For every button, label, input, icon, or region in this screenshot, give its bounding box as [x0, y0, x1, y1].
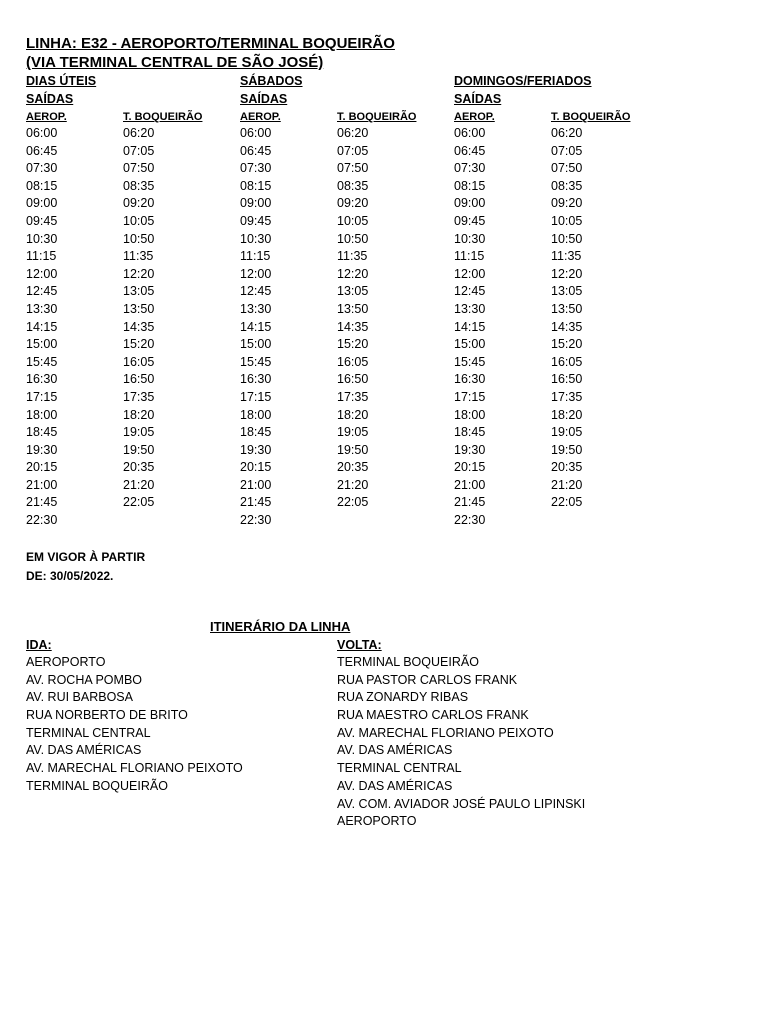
departure-time: 16:50 — [337, 372, 369, 387]
departure-time: 22:05 — [123, 495, 155, 510]
departure-time: 13:30 — [454, 301, 486, 316]
sunday-aerop-header: AEROP. — [454, 111, 495, 123]
departure-time: 11:15 — [26, 249, 57, 264]
departure-time: 12:20 — [123, 266, 155, 281]
route-stop: AV. RUI BARBOSA — [26, 690, 133, 705]
departure-time: 16:30 — [454, 372, 486, 387]
departure-time: 14:35 — [551, 319, 583, 334]
departure-time: 14:15 — [240, 319, 272, 334]
route-stop: AV. MARECHAL FLORIANO PEIXOTO — [337, 725, 554, 740]
departure-time: 14:15 — [26, 319, 58, 334]
departure-time: 13:50 — [337, 301, 369, 316]
departure-time: 09:00 — [240, 196, 272, 211]
departure-time: 06:45 — [240, 143, 272, 158]
departure-time: 13:05 — [551, 284, 583, 299]
ida-route — [26, 654, 243, 796]
departure-time: 19:50 — [123, 442, 155, 457]
departure-time: 12:20 — [551, 266, 583, 281]
departure-time: 18:20 — [337, 407, 369, 422]
route-stop: TERMINAL BOQUEIRÃO — [337, 655, 479, 669]
validity-line-2: DE: 30/05/2022. — [26, 569, 114, 583]
departure-time: 10:05 — [123, 213, 155, 228]
route-stop: RUA NORBERTO DE BRITO — [26, 708, 188, 723]
weekday-aerop-header: AEROP. — [26, 111, 67, 123]
departure-time: 06:00 — [26, 126, 58, 140]
departure-time: 12:45 — [454, 284, 486, 299]
departure-time: 09:20 — [551, 196, 583, 211]
departure-time: 20:15 — [454, 460, 486, 475]
departure-time: 16:50 — [123, 372, 155, 387]
sunday-term-times — [551, 125, 646, 512]
departure-time: 19:05 — [123, 425, 155, 440]
departure-time: 20:35 — [123, 460, 155, 475]
departure-time: 21:00 — [26, 477, 58, 492]
volta-route — [337, 654, 585, 831]
departure-time: 06:20 — [337, 126, 369, 140]
route-stop: RUA PASTOR CARLOS FRANK — [337, 672, 518, 687]
departure-time: 12:45 — [240, 284, 272, 299]
departure-time: 09:20 — [123, 196, 155, 211]
departure-time: 12:20 — [337, 266, 369, 281]
departure-time: 11:35 — [123, 249, 154, 264]
departure-time: 07:30 — [240, 161, 272, 176]
departure-time: 08:35 — [123, 178, 155, 193]
departure-time: 16:05 — [551, 354, 583, 369]
saturday-aerop-header: AEROP. — [240, 111, 281, 123]
departure-time: 08:15 — [26, 178, 58, 193]
weekday-label: DIAS ÚTEIS — [26, 74, 97, 88]
departure-time: 12:45 — [26, 284, 58, 299]
departure-time: 16:30 — [26, 372, 58, 387]
departure-time: 10:50 — [337, 231, 369, 246]
departure-time: 12:00 — [26, 266, 58, 281]
departure-time: 07:30 — [454, 161, 486, 176]
route-stop: AEROPORTO — [26, 655, 106, 669]
saturday-term-times — [337, 125, 432, 512]
departure-time: 14:35 — [337, 319, 369, 334]
sunday-saidas-label: SAÍDAS — [454, 92, 502, 106]
departure-time: 17:15 — [454, 389, 486, 404]
validity-line-1: EM VIGOR À PARTIR — [26, 550, 146, 564]
departure-time: 15:00 — [454, 337, 486, 352]
departure-time: 15:45 — [26, 354, 58, 369]
departure-time: 06:45 — [26, 143, 58, 158]
departure-time: 07:50 — [551, 161, 583, 176]
departure-time: 19:30 — [454, 442, 486, 457]
departure-time: 07:05 — [123, 143, 155, 158]
departure-time: 18:45 — [26, 425, 58, 440]
departure-time: 21:20 — [123, 477, 155, 492]
departure-time: 08:15 — [454, 178, 486, 193]
departure-time: 20:35 — [551, 460, 583, 475]
departure-time: 06:45 — [454, 143, 486, 158]
departure-time: 07:05 — [337, 143, 369, 158]
departure-time: 17:15 — [26, 389, 58, 404]
departure-time: 17:35 — [337, 389, 369, 404]
route-stop: RUA MAESTRO CARLOS FRANK — [337, 708, 529, 723]
departure-time: 10:30 — [240, 231, 272, 246]
departure-time: 11:35 — [337, 249, 368, 264]
sunday-holiday-label: DOMINGOS/FERIADOS — [454, 74, 592, 88]
departure-time: 09:45 — [26, 213, 58, 228]
departure-time: 21:45 — [26, 495, 58, 510]
departure-time: 10:05 — [337, 213, 369, 228]
departure-time: 10:05 — [551, 213, 583, 228]
departure-time: 08:35 — [551, 178, 583, 193]
departure-time: 06:00 — [240, 126, 272, 140]
departure-time: 11:35 — [551, 249, 582, 264]
departure-time: 21:20 — [551, 477, 583, 492]
departure-time: 18:20 — [123, 407, 155, 422]
departure-time: 21:20 — [337, 477, 369, 492]
departure-time: 19:05 — [337, 425, 369, 440]
departure-time: 17:35 — [123, 389, 155, 404]
weekday-term-times — [123, 125, 218, 512]
departure-time: 13:05 — [123, 284, 155, 299]
route-stop: AEROPORTO — [337, 814, 417, 829]
departure-time: 21:00 — [240, 477, 272, 492]
departure-time: 22:30 — [26, 513, 58, 528]
departure-time: 19:50 — [337, 442, 369, 457]
departure-time: 07:30 — [26, 161, 58, 176]
departure-time: 08:35 — [337, 178, 369, 193]
route-stop: AV. MARECHAL FLORIANO PEIXOTO — [26, 761, 243, 776]
sunday-aerop-times — [454, 125, 549, 530]
weekday-term-header: T. BOQUEIRÃO — [123, 111, 203, 123]
itinerary-title: ITINERÁRIO DA LINHA — [210, 619, 351, 634]
departure-time: 15:20 — [337, 337, 369, 352]
departure-time: 12:00 — [240, 266, 272, 281]
line-title: LINHA: E32 - AEROPORTO/TERMINAL BOQUEIRÃO — [26, 35, 395, 52]
saturday-label: SÁBADOS — [240, 74, 303, 88]
departure-time: 22:30 — [454, 513, 486, 528]
departure-time: 20:35 — [337, 460, 369, 475]
departure-time: 15:20 — [123, 337, 155, 352]
saturday-saidas-label: SAÍDAS — [240, 92, 288, 106]
departure-time: 16:05 — [337, 354, 369, 369]
departure-time: 12:00 — [454, 266, 486, 281]
departure-time: 07:50 — [123, 161, 155, 176]
route-stop: AV. ROCHA POMBO — [26, 672, 143, 687]
departure-time: 15:45 — [240, 354, 272, 369]
departure-time: 13:50 — [123, 301, 155, 316]
weekday-saidas-label: SAÍDAS — [26, 92, 74, 106]
departure-time: 21:00 — [454, 477, 486, 492]
departure-time: 14:35 — [123, 319, 155, 334]
departure-time: 13:30 — [240, 301, 272, 316]
route-stop: TERMINAL CENTRAL — [26, 725, 151, 740]
departure-time: 18:00 — [240, 407, 272, 422]
departure-time: 15:00 — [240, 337, 272, 352]
saturday-aerop-times — [240, 125, 335, 530]
departure-time: 21:45 — [240, 495, 272, 510]
departure-time: 15:20 — [551, 337, 583, 352]
departure-time: 06:20 — [123, 126, 155, 140]
departure-time: 17:35 — [551, 389, 583, 404]
departure-time: 16:05 — [123, 354, 155, 369]
departure-time: 20:15 — [240, 460, 272, 475]
departure-time: 22:05 — [337, 495, 369, 510]
departure-time: 08:15 — [240, 178, 272, 193]
departure-time: 11:15 — [454, 249, 485, 264]
route-stop: TERMINAL CENTRAL — [337, 761, 462, 776]
route-stop: AV. DAS AMÉRICAS — [337, 778, 453, 793]
departure-time: 18:20 — [551, 407, 583, 422]
departure-time: 10:50 — [123, 231, 155, 246]
departure-time: 13:50 — [551, 301, 583, 316]
departure-time: 07:05 — [551, 143, 583, 158]
departure-time: 19:05 — [551, 425, 583, 440]
departure-time: 20:15 — [26, 460, 58, 475]
departure-time: 18:45 — [454, 425, 486, 440]
departure-time: 09:20 — [337, 196, 369, 211]
route-stop: AV. DAS AMÉRICAS — [26, 743, 142, 758]
departure-time: 15:45 — [454, 354, 486, 369]
line-subtitle: (VIA TERMINAL CENTRAL DE SÃO JOSÉ) — [26, 54, 324, 71]
route-stop: TERMINAL BOQUEIRÃO — [26, 778, 168, 793]
departure-time: 10:30 — [454, 231, 486, 246]
departure-time: 13:30 — [26, 301, 58, 316]
departure-time: 15:00 — [26, 337, 58, 352]
departure-time: 18:00 — [454, 407, 486, 422]
sunday-term-header: T. BOQUEIRÃO — [551, 111, 631, 123]
departure-time: 07:50 — [337, 161, 369, 176]
ida-label: IDA: — [26, 638, 52, 652]
departure-time: 16:50 — [551, 372, 583, 387]
weekday-aerop-times — [26, 125, 121, 530]
route-stop: AV. DAS AMÉRICAS — [337, 743, 453, 758]
route-stop: RUA ZONARDY RIBAS — [337, 690, 469, 705]
saturday-term-header: T. BOQUEIRÃO — [337, 111, 417, 123]
departure-time: 09:45 — [454, 213, 486, 228]
departure-time: 19:50 — [551, 442, 583, 457]
departure-time: 21:45 — [454, 495, 486, 510]
volta-label: VOLTA: — [337, 638, 382, 652]
departure-time: 18:00 — [26, 407, 58, 422]
departure-time: 10:50 — [551, 231, 583, 246]
departure-time: 09:00 — [26, 196, 58, 211]
departure-time: 19:30 — [240, 442, 272, 457]
departure-time: 13:05 — [337, 284, 369, 299]
departure-time: 11:15 — [240, 249, 271, 264]
departure-time: 19:30 — [26, 442, 58, 457]
departure-time: 18:45 — [240, 425, 272, 440]
departure-time: 17:15 — [240, 389, 272, 404]
departure-time: 06:00 — [454, 126, 486, 140]
departure-time: 22:30 — [240, 513, 272, 528]
departure-time: 06:20 — [551, 126, 583, 140]
departure-time: 22:05 — [551, 495, 583, 510]
departure-time: 14:15 — [454, 319, 486, 334]
departure-time: 10:30 — [26, 231, 58, 246]
route-stop: AV. COM. AVIADOR JOSÉ PAULO LIPINSKI — [337, 796, 586, 811]
departure-time: 09:00 — [454, 196, 486, 211]
departure-time: 16:30 — [240, 372, 272, 387]
departure-time: 09:45 — [240, 213, 272, 228]
